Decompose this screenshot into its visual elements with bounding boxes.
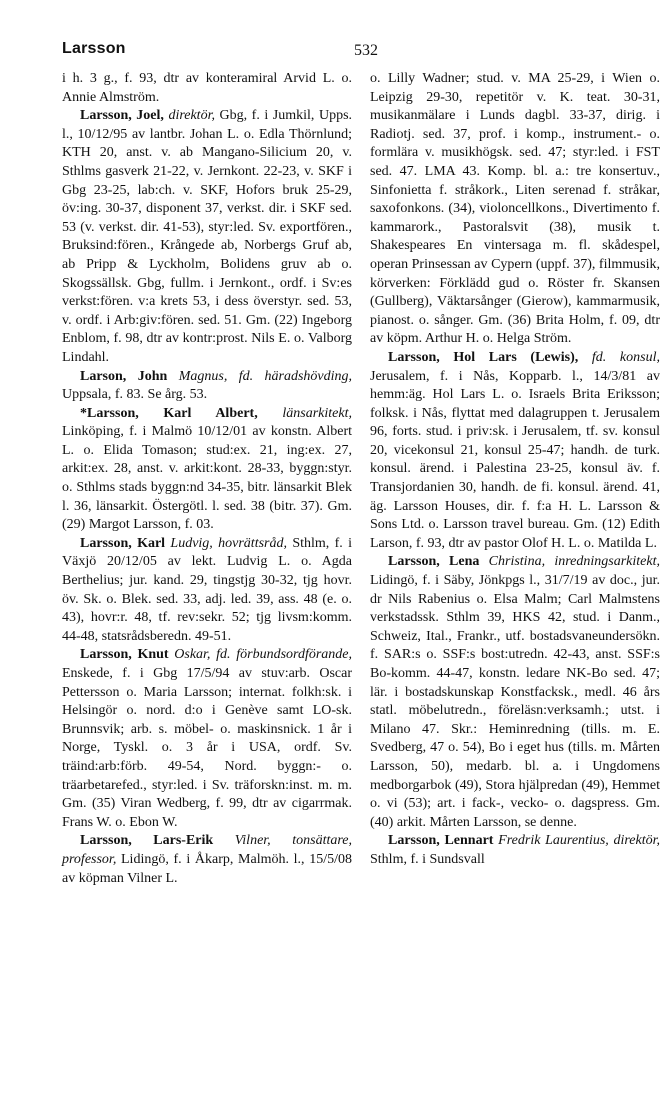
entry-larsson-joel: [62, 107, 352, 367]
entry-text: Sthlm, f. i Sundsvall: [370, 851, 485, 867]
page-header: [62, 40, 632, 62]
entry-text: Lidingö, f. i Säby, Jönkpgs l., 31/7/19 av doc., jur. dr Nils Rabenius o. Elsa Malm; Carl Malmstens verkstadssk. Sthlm 39, HKS 42, stud. i Danm., Schweiz, Ital., Frankr., utf. bostadsvaneundersökn. f. SAR:s o. SSF:s bost:utredn. 42-43, anst. SSF:s Bo-komm. 44-47, konstn. ledare NK-Bo sed. 47; lär. i bostadskunskap Konstfacksk., medl. 46 års statl. möbelutredn., föreläsn:verksamh.; utst. i Milano 47. Skr.: Heminredning (tills. m. E. Svedberg, 47 o. 54), Bo i eget hus (tills. m. Mårten Larsson, 50), medarb. bl. a. i Ungdomens medborgarbok (49), Stora hjälpredan (49), Hemmet o. vi (53); art. i fack-, vecko- o. dagspress. Gm. (40) arkit. Mårten Larsson, se denne.: [370, 573, 660, 830]
entry-larsson-karl-albert: [62, 405, 352, 535]
entry-text: Linköping, f. i Malmö 10/12/01 av konstn. Albert L. o. Elida Tomason; stud:ex. 21, ing:ex. 27, arkit:ex. 28, anst. v. arkit:kont. 28-33, byggn:styr. o. Sthlms stads byggn:nd 34-35, bitr. länsarkit Blek l. 36, länsarkit. Östergötl. l. sed. 38 (bitr. 37). Gm. (29) Margot Larsson, f. 03.: [62, 424, 352, 533]
entry-larsson-hol-lars: [370, 349, 660, 554]
running-head: Larsson: [62, 40, 126, 57]
entry-larson-john: [62, 368, 352, 405]
entry-title: Oskar, fd. förbundsordförande,: [174, 647, 352, 663]
entry-name: Larsson, Lennart: [388, 833, 494, 849]
entry-name: Larsson, Karl: [80, 535, 166, 551]
entry-title: Vilner, tonsättare, professor,: [62, 833, 353, 867]
entry-text: Gbg, f. i Jumkil, Upps. l., 10/12/95 av lantbr. Johan L. o. Edla Thörnlund; KTH 20, anst. v. ab Mangano-Silicium 20, v. Sthlms gasverk 21-22, v. Jernkont. 22-23, v. SKF i Gbg 23-25, lab:ch. v. SKF, Hofors bruk 25-29, öv:ing. 30-37, disponent 37, verkst. dir. i SKF sed. 53 (v. verkst. dir. 41-53), styr:led. Sv. exportfören., Bruksind:fören., Krångede ab, Norbergs Gruf ab, ab Pripp & Lyckholm, Bolidens gruv ab o. Skogssällsk. Gbg, fullm. i Jernkont., ordf. i Sv:es verkst:fören. v:a krets 53, i dess överstyr. sed. 53, v. ordf. i Arb:giv:fören. sed. 51. Gm. (22) Ingeborg Enblom, f. 98, dtr av kontr:prost. Nils E. o. Valborg Lindahl.: [62, 108, 353, 365]
entry-title: direktör,: [168, 108, 215, 124]
entry-title: Ludvig, hovrättsråd,: [170, 535, 287, 551]
entry-larsson-knut: [62, 646, 352, 832]
entry-name: Larsson, Lena: [388, 554, 480, 570]
entry-larsson-lennart: [370, 832, 660, 869]
entry-text: Sthlm, f. i Växjö 20/12/05 av lekt. Ludvig L. o. Agda Berthelius; jur. kand. 29, tingstjg 30-32, tjg hovr. öv. Sk. o. Blek. sed. 33, adj. led. 39, ass. 48 (e. o. 43), hovr:r. 48, tf. rev:sekr. 52; tjg livsm:komm. 44-48, statsrådsberedn. 49-51.: [62, 535, 353, 644]
entry-title: länsarkitekt,: [282, 405, 352, 421]
entry-title: Christina, inredningsarkitekt,: [488, 554, 660, 570]
entry-name: Larsson, Joel,: [80, 108, 164, 124]
entry-continuation: o. Lilly Wadner; stud. v. MA 25-29, i Wien o. Leipzig 29-30, repetitör v. K. teat. 30-31, musikanmälare i Lunds dagbl. 33-37, dirig. i Radiotj. sed. 37, prof. i komp., instrument.- o. formlära v. musikhögsk. sed. 47; styr:led. i FST sed. 47. LMA 43. Komp. bl. a.: tre konsertuv., Sinfonietta f. stråkork., Liten serenad f. stråkar, saxofonkons. (34), violoncellkons., Divertimento f. kammarork., Pastoralsvit (38), musik t. Shakespeares En vintersaga m. fl. skådespel, operan Prinsessan av Cypern (uppf. 37), filmmusik, körverken: Förklädd gud o. Röster fr. Skansen (Gullberg), Väktarsånger (Gierow), kammarmusik, pianost. o. sånger. Gm. (36) Brita Holm, f. 09, dtr av köpm. Arthur H. o. Helga Ström.: [370, 71, 660, 347]
entry-name: Larson, John: [80, 368, 168, 384]
entry-name: *Larsson, Karl Albert,: [80, 405, 258, 421]
entry-larsson-lars-erik: [62, 832, 352, 888]
entry-title: fd. konsul,: [591, 349, 660, 365]
left-column: [62, 70, 352, 888]
entry-larsson-lena: [370, 553, 660, 832]
entry-text: Jerusalem, f. i Nås, Kopparb. l., 14/3/81 av hemm:äg. Hol Lars L. o. Israels Brita Eriksson; folksk. i Nås, flyttat med dalagruppen t. Jerusalem 96, forts. stud. i priv:sk. i Jerusalem, tf. sv. konsul 20, vicekonsul 21, konsul 25-47; handh. de turk. konsul. ärend. i Palestina 23-25, konsul äv. f. Transjordanien 30, handh. de fi. konsul. ärend. 41, äg. Larsson Houses, dir. f. f:a H. L. Larsson & Sons Ltd. o. Larsson travel bureau. Gm. (12) Edith Larson, f. 93, dtr av pastor Olof H. L. o. Matilda L.: [370, 368, 660, 551]
right-column: [370, 70, 660, 870]
text-columns: [62, 70, 668, 1090]
entry-title: Magnus, fd. häradshövding,: [178, 368, 353, 384]
entry-larsson-karl-ludvig: [62, 535, 352, 647]
page-number: 532: [354, 42, 378, 59]
entry-text: Uppsala, f. 83. Se årg. 53.: [62, 387, 208, 403]
entry-name: Larsson, Knut: [80, 647, 169, 663]
entry-continuation: i h. 3 g., f. 93, dtr av konteramiral Arvid L. o. Annie Almström.: [62, 71, 352, 105]
entry-title: Fredrik Laurentius, direktör,: [498, 833, 661, 849]
entry-text: Lidingö, f. i Åkarp, Malmöh. l., 15/5/08 av köpman Vilner L.: [62, 851, 352, 886]
entry-text: Enskede, f. i Gbg 17/5/94 av stuv:arb. Oscar Pettersson o. Maria Larsson; internat. folkh:sk. i Helsingör o. nord. d:o i Genève samt LO-sk. Brunnsvik; arb. s. möbel- o. maskinsnick. 1 år i Norge, Tyskl. o. 3 år i USA, ordf. Sv. träind:arb:förb. 49-54, Nord. byggn:- o. träarbetarefed., styr:led. i Sv. träforskn:inst. m. m. Gm. (35) Viran Wedberg, f. 99, dtr av cigarrmak. Frans W. o. Ebon W.: [62, 666, 352, 830]
entry-name: Larsson, Hol Lars (Lewis),: [388, 349, 579, 365]
entry-name: Larsson, Lars-Erik: [80, 833, 214, 849]
